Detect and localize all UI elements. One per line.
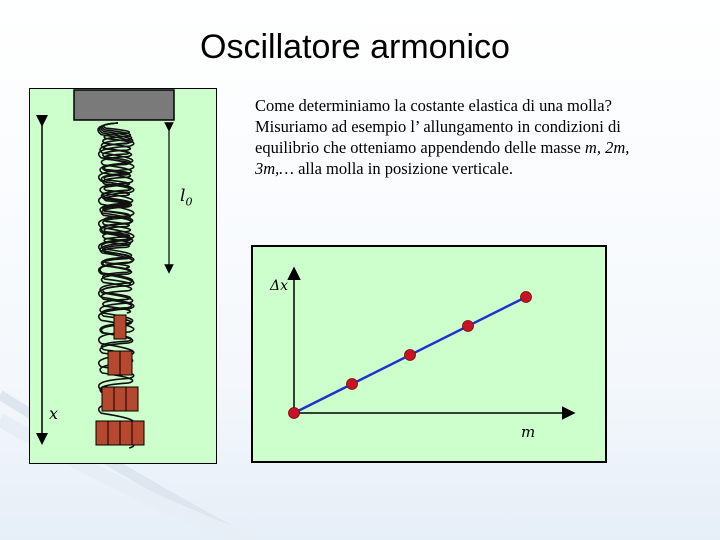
rest-length-label: $l_0$ xyxy=(180,186,193,209)
slide-title: Oscillatore armonico xyxy=(200,28,510,66)
graph-y-label: Δx xyxy=(270,278,289,294)
description-text: Come determiniamo la costante elastica di una molla? Misuriamo ad esempio l’ allungamento in condizioni di equilibrio che otteniamo appendendo delle masse m, 2m, 3m,… alla molla in posizione verticale. xyxy=(255,96,630,178)
data-point-3 xyxy=(463,321,474,332)
data-point-4 xyxy=(521,292,532,303)
graph-x-label: m xyxy=(521,423,536,441)
masses-list: m, 2m, 3m,… xyxy=(255,138,630,178)
data-point-0 xyxy=(289,408,300,419)
x-axis-label: x xyxy=(49,404,59,423)
data-point-1 xyxy=(347,379,358,390)
data-point-2 xyxy=(405,350,416,361)
